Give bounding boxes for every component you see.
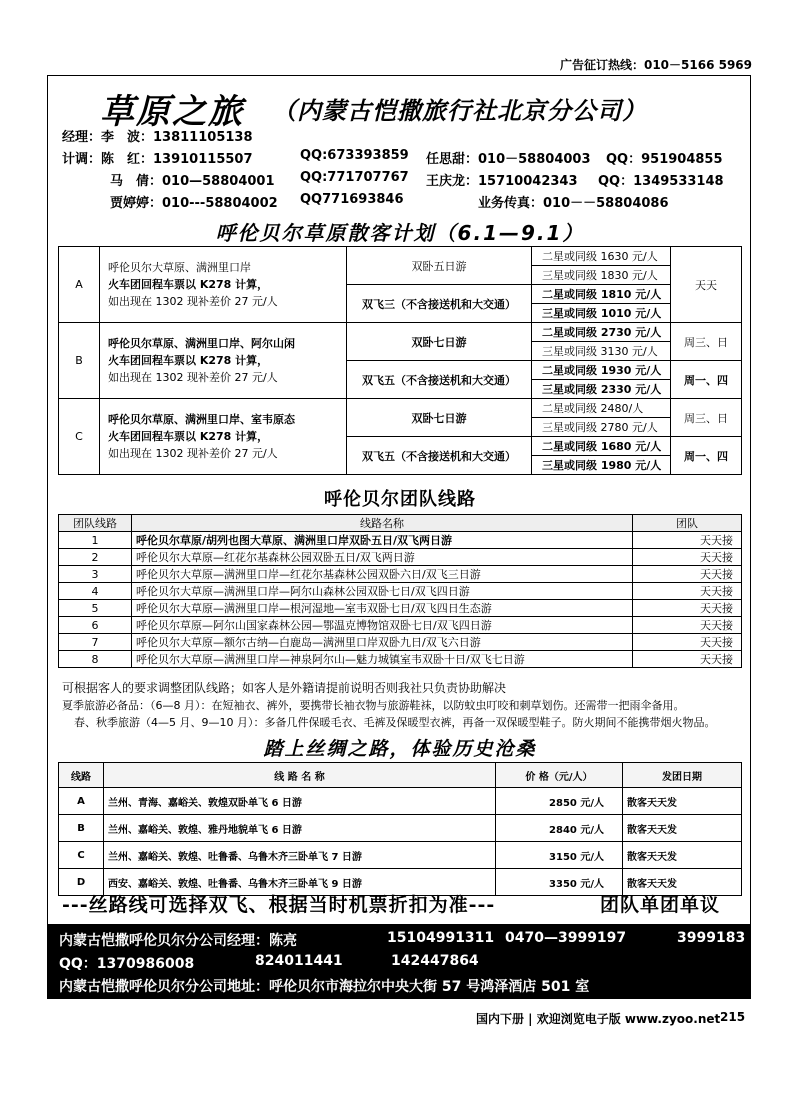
- column-header: 价 格（元/人）: [496, 763, 623, 788]
- line-price: 2840 元/人: [496, 815, 623, 842]
- group-code: C: [59, 399, 100, 475]
- price-cell: 二星或同级 1810 元/人: [532, 285, 671, 304]
- route-number: 3: [59, 566, 132, 583]
- frequency-cell: 周一、四: [671, 437, 742, 475]
- branch-qq-1: QQ：1370986008: [59, 956, 195, 972]
- silk-road-table: [58, 762, 742, 896]
- route-frequency: 天天接: [633, 583, 742, 600]
- qq-rensitian: QQ：951904855: [606, 152, 723, 167]
- frequency-cell: 天天: [671, 247, 742, 323]
- desc-line: 火车团回程车票以 K278 计算，: [108, 430, 269, 443]
- desc-line: 火车团回程车票以 K278 计算，: [108, 354, 269, 367]
- branch-address: 内蒙古恺撒呼伦贝尔分公司地址：呼伦贝尔市海拉尔中央大街 57 号鸿泽酒店 501 室: [59, 979, 590, 995]
- contact-block: [62, 126, 742, 214]
- column-header: 发团日期: [623, 763, 742, 788]
- qq-maqian: QQ:771707767: [300, 170, 409, 185]
- table-header-row: [59, 763, 742, 788]
- section-title-silk-road: 踏上丝绸之路，体验历史沧桑: [263, 738, 537, 760]
- route-number: 4: [59, 583, 132, 600]
- route-number: 5: [59, 600, 132, 617]
- group-description: [100, 323, 347, 399]
- frequency-cell: 周一、四: [671, 361, 742, 399]
- slogan-main: ---丝路线可选择双飞、根据当时机票折扣为准---: [62, 894, 496, 916]
- route-frequency: 天天接: [633, 532, 742, 549]
- manager-contact: 经理：李 波：13811105138: [62, 130, 253, 145]
- desc-line: 呼伦贝尔草原、满洲里口岸、阿尔山闲: [108, 337, 295, 350]
- branch-phone-2: 0470—3999197: [505, 930, 627, 946]
- route-number: 6: [59, 617, 132, 634]
- contact-row-3: [62, 170, 742, 192]
- line-code: D: [59, 869, 104, 896]
- tour-name: 双卧五日游: [347, 247, 532, 285]
- footer-text: 国内下册 | 欢迎浏览电子版 www.zyoo.net: [476, 1012, 721, 1026]
- line-price: 3150 元/人: [496, 842, 623, 869]
- route-frequency: 天天接: [633, 566, 742, 583]
- line-name: 兰州、嘉峪关、敦煌、吐鲁番、乌鲁木齐三卧单飞 7 日游: [104, 842, 496, 869]
- tour-name: 双飞五（不含接送机和大交通）: [347, 437, 532, 475]
- desc-line: 呼伦贝尔草原、满洲里口岸、室韦原态: [108, 413, 295, 426]
- price-cell: 三星或同级 2330 元/人: [532, 380, 671, 399]
- branch-phone-1: 15104991311: [387, 930, 495, 946]
- business-fax: 业务传真：010－－58804086: [478, 196, 669, 211]
- contact-jiatingting: 贾婷婷：010---58804002: [110, 196, 278, 211]
- table-row: [59, 815, 742, 842]
- branch-manager: 内蒙古恺撒呼伦贝尔分公司经理：陈亮: [59, 933, 297, 949]
- price-cell: 三星或同级 1980 元/人: [532, 456, 671, 475]
- line-departure: 散客天天发: [623, 788, 742, 815]
- branch-qq-3: 142447864: [391, 953, 479, 969]
- contact-maqian: 马 倩：010—58804001: [110, 174, 275, 189]
- column-header: 线路名称: [132, 515, 633, 532]
- brand-subtitle: （内蒙古恺撒旅行社北京分公司）: [272, 97, 647, 125]
- section-title-hulunbuir-fit: 呼伦贝尔草原散客计划（6.1—9.1）: [215, 221, 585, 245]
- line-name: 兰州、青海、嘉峪关、敦煌双卧单飞 6 日游: [104, 788, 496, 815]
- branch-info-bar: [47, 924, 751, 999]
- route-frequency: 天天接: [633, 600, 742, 617]
- line-price: 3350 元/人: [496, 869, 623, 896]
- fit-plan-table: [58, 246, 742, 475]
- desc-line: 火车团回程车票以 K278 计算，: [108, 278, 269, 291]
- branch-phone-3: 3999183: [677, 930, 746, 946]
- price-cell: 二星或同级 1930 元/人: [532, 361, 671, 380]
- team-routes-table: [58, 514, 742, 668]
- desc-line: 如出现在 1302 现补差价 27 元/人: [108, 295, 278, 308]
- note-line: 夏季旅游必备品：（6—8 月）：在短袖衣、裤外，要携带长袖衣物与旅游鞋袜，以防蚊虫叮咬和刺草划伤。还需带一把雨伞备用。: [62, 699, 685, 712]
- column-header: 线 路 名 称: [104, 763, 496, 788]
- group-code: A: [59, 247, 100, 323]
- line-code: B: [59, 815, 104, 842]
- desc-line: 如出现在 1302 现补差价 27 元/人: [108, 371, 278, 384]
- frequency-cell: 周三、日: [671, 399, 742, 437]
- note-line: 可根据客人的要求调整团队线路；如客人是外籍请提前说明否则我社只负责协助解决: [62, 681, 507, 695]
- section-title-team-routes: 呼伦贝尔团队线路: [324, 489, 476, 510]
- table-row: [59, 651, 742, 668]
- contact-wangqinglong: 王庆龙：15710042343: [426, 174, 578, 189]
- table-row: [59, 532, 742, 549]
- frequency-cell: 周三、日: [671, 323, 742, 361]
- column-header: 团队: [633, 515, 742, 532]
- line-name: 西安、嘉峪关、敦煌、吐鲁番、乌鲁木齐三卧单飞 9 日游: [104, 869, 496, 896]
- route-number: 2: [59, 549, 132, 566]
- table-row: [59, 247, 742, 266]
- brand-title: 草原之旅: [100, 92, 244, 132]
- page-number: 215: [720, 1010, 746, 1024]
- tour-name: 双飞三（不含接送机和大交通）: [347, 285, 532, 323]
- qq-chenhong: QQ:673393859: [300, 148, 409, 163]
- price-cell: 三星或同级 1010 元/人: [532, 304, 671, 323]
- price-cell: 二星或同级 2730 元/人: [532, 323, 671, 342]
- price-cell: 二星或同级 1630 元/人: [532, 247, 671, 266]
- route-name: 呼伦贝尔草原—阿尔山国家森林公园—鄂温克博物馆双卧七日/双飞四日游: [132, 617, 633, 634]
- route-number: 1: [59, 532, 132, 549]
- qq-jiatingting: QQ771693846: [300, 192, 404, 207]
- route-frequency: 天天接: [633, 549, 742, 566]
- table-row: [59, 566, 742, 583]
- table-header-row: [59, 515, 742, 532]
- table-row: [59, 842, 742, 869]
- price-cell: 二星或同级 2480/人: [532, 399, 671, 418]
- route-number: 7: [59, 634, 132, 651]
- price-cell: 三星或同级 3130 元/人: [532, 342, 671, 361]
- table-row: [59, 549, 742, 566]
- group-description: [100, 247, 347, 323]
- line-name: 兰州、嘉峪关、敦煌、雅丹地貌单飞 6 日游: [104, 815, 496, 842]
- column-header: 团队线路: [59, 515, 132, 532]
- price-cell: 三星或同级 2780 元/人: [532, 418, 671, 437]
- route-name: 呼伦贝尔大草原—满洲里口岸—红花尔基森林公园双卧六日/双飞三日游: [132, 566, 633, 583]
- table-row: [59, 634, 742, 651]
- line-code: C: [59, 842, 104, 869]
- silk-road-slogan: [62, 890, 742, 917]
- table-row: [59, 583, 742, 600]
- route-number: 8: [59, 651, 132, 668]
- route-frequency: 天天接: [633, 634, 742, 651]
- table-row: [59, 617, 742, 634]
- line-code: A: [59, 788, 104, 815]
- contact-rensitian: 任思甜：010－58804003: [426, 152, 591, 167]
- tour-name: 双卧七日游: [347, 323, 532, 361]
- route-frequency: 天天接: [633, 617, 742, 634]
- contact-row-2: [62, 148, 742, 170]
- tour-name: 双飞五（不含接送机和大交通）: [347, 361, 532, 399]
- line-departure: 散客天天发: [623, 815, 742, 842]
- column-header: 线路: [59, 763, 104, 788]
- group-description: [100, 399, 347, 475]
- desc-line: 呼伦贝尔大草原、满洲里口岸: [108, 261, 251, 274]
- route-name: 呼伦贝尔大草原—满洲里口岸—神泉阿尔山—魅力城镇室韦双卧十日/双飞七日游: [132, 651, 633, 668]
- table-row: [59, 788, 742, 815]
- route-name: 呼伦贝尔大草原—满洲里口岸—根河湿地—室韦双卧七日/双飞四日生态游: [132, 600, 633, 617]
- table-row: [59, 323, 742, 342]
- table-row: [59, 600, 742, 617]
- ad-hotline: 广告征订热线：010－5166 5969: [559, 58, 752, 72]
- price-cell: 二星或同级 1680 元/人: [532, 437, 671, 456]
- route-name: 呼伦贝尔大草原—红花尔基森林公园双卧五日/双飞两日游: [132, 549, 633, 566]
- route-frequency: 天天接: [633, 651, 742, 668]
- price-cell: 三星或同级 1830 元/人: [532, 266, 671, 285]
- line-departure: 散客天天发: [623, 869, 742, 896]
- travel-notes: [62, 680, 752, 731]
- desc-line: 如出现在 1302 现补差价 27 元/人: [108, 447, 278, 460]
- slogan-group-note: 团队单团单议: [600, 894, 721, 916]
- route-name: 呼伦贝尔大草原—满洲里口岸—阿尔山森林公园双卧七日/双飞四日游: [132, 583, 633, 600]
- qq-wangqinglong: QQ：1349533148: [598, 174, 724, 189]
- table-row: [59, 399, 742, 418]
- contact-row-1: [62, 126, 742, 148]
- line-price: 2850 元/人: [496, 788, 623, 815]
- contact-row-4: [62, 192, 742, 214]
- group-code: B: [59, 323, 100, 399]
- line-departure: 散客天天发: [623, 842, 742, 869]
- note-line: 春、秋季旅游（4—5 月、9—10 月）：多备几件保暖毛衣、毛裤及保暖型衣裤，再备一双保暖型鞋子。防火期间不能携带烟火物品。: [74, 716, 716, 729]
- tour-name: 双卧七日游: [347, 399, 532, 437]
- branch-qq-2: 824011441: [255, 953, 343, 969]
- route-name: 呼伦贝尔大草原—额尔古纳—白鹿岛—满洲里口岸双卧九日/双飞六日游: [132, 634, 633, 651]
- contact-chenhong: 计调：陈 红：13910115507: [62, 152, 253, 167]
- route-name: 呼伦贝尔草原/胡列也图大草原、满洲里口岸双卧五日/双飞两日游: [132, 532, 633, 549]
